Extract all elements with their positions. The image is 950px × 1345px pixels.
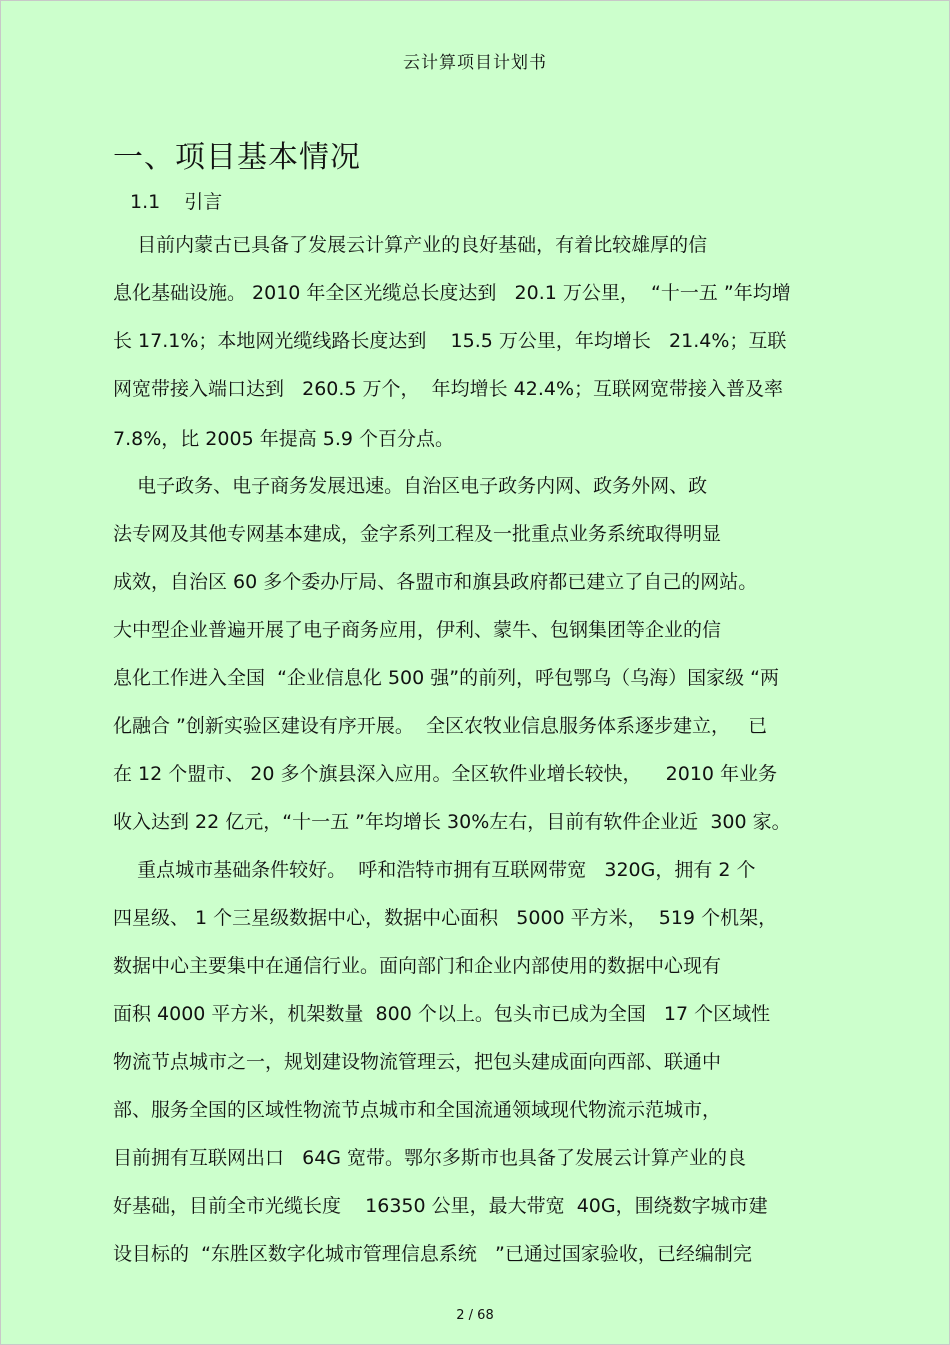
- body-line: 收入达到 22 亿元，“十一五 ”年均增长 30%左右，目前有软件企业近 300 家。: [113, 811, 791, 833]
- body-line: 部、服务全国的区域性物流节点城市和全国流通领域现代物流示范城市，: [113, 1099, 722, 1121]
- body-line: 目前拥有互联网出口 64G 宽带。鄂尔多斯市也具备了发展云计算产业的良: [113, 1147, 747, 1169]
- subsection-title: 引言: [184, 191, 223, 213]
- subsection-number: 1.1: [130, 191, 161, 213]
- page-header-title: 云计算项目计划书: [403, 53, 547, 73]
- body-line: 息化工作进入全国 “企业信息化 500 强”的前列，呼包鄂乌（乌海）国家级 “两: [113, 667, 779, 689]
- body-line: 重点城市基础条件较好。 呼和浩特市拥有互联网带宽 320G，拥有 2 个: [113, 859, 756, 881]
- body-line: 长 17.1%；本地网光缆线路长度达到 15.5 万公里，年均增长 21.4%；互联: [113, 330, 787, 352]
- body-line: 在 12 个盟市、 20 多个旗县深入应用。全区软件业增长较快， 2010 年业务: [113, 763, 778, 785]
- body-line: 化融合 ”创新实验区建设有序开展。 全区农牧业信息服务体系逐步建立， 已: [113, 715, 768, 737]
- body-line: 7.8%，比 2005 年提高 5.9 个百分点。: [113, 428, 454, 450]
- body-line: 面积 4000 平方米，机架数量 800 个以上。包头市已成为全国 17 个区域性: [113, 1003, 771, 1025]
- body-line: 好基础，目前全市光缆长度 16350 公里，最大带宽 40G，围绕数字城市建: [113, 1195, 768, 1217]
- body-line: 法专网及其他专网基本建成，金字系列工程及一批重点业务系统取得明显: [113, 523, 722, 545]
- section-heading: 一、项目基本情况: [113, 140, 361, 175]
- body-line: 大中型企业普遍开展了电子商务应用，伊利、蒙牛、包钢集团等企业的信: [113, 619, 722, 641]
- body-line: 成效，自治区 60 多个委办厅局、各盟市和旗县政府都已建立了自己的网站。: [113, 571, 758, 593]
- page-number: 2 / 68: [456, 1308, 494, 1323]
- body-line: 数据中心主要集中在通信行业。面向部门和企业内部使用的数据中心现有: [113, 955, 722, 977]
- body-line: 设目标的 “东胜区数字化城市管理信息系统 ”已通过国家验收，已经编制完: [113, 1243, 752, 1265]
- body-line: 物流节点城市之一，规划建设物流管理云，把包头建成面向西部、联通中: [113, 1051, 722, 1073]
- body-line: 目前内蒙古已具备了发展云计算产业的良好基础，有着比较雄厚的信: [113, 234, 708, 256]
- body-line: 四星级、 1 个三星级数据中心，数据中心面积 5000 平方米， 519 个机架，: [113, 907, 778, 929]
- body-line: 息化基础设施。 2010 年全区光缆总长度达到 20.1 万公里， “十一五 ”年均增: [113, 282, 791, 304]
- body-line: 网宽带接入端口达到 260.5 万个， 年均增长 42.4%；互联网宽带接入普及率: [113, 378, 784, 400]
- subsection-heading: [130, 187, 222, 214]
- body-line: 电子政务、电子商务发展迅速。自治区电子政务内网、政务外网、政: [113, 475, 708, 497]
